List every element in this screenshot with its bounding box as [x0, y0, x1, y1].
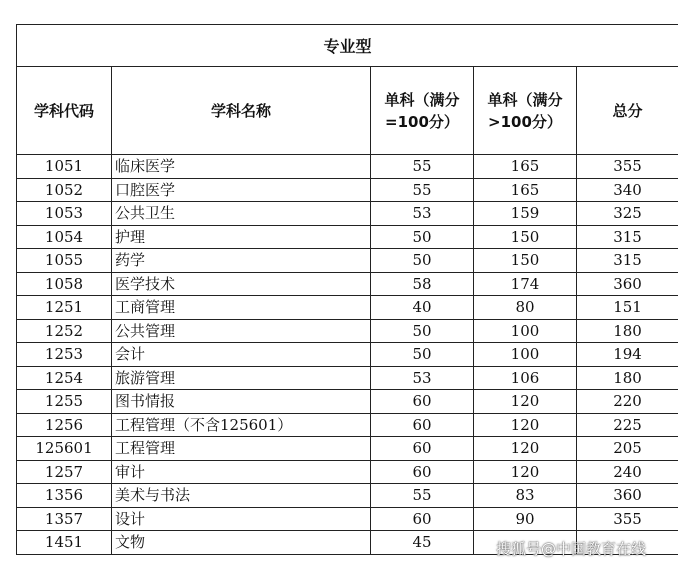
cell-single-100: 50: [371, 319, 474, 343]
cell-total: 355: [577, 155, 679, 179]
cell-single-over-100: 150: [474, 249, 577, 273]
cell-single-over-100: 120: [474, 437, 577, 461]
cell-single-100: 53: [371, 202, 474, 226]
cell-name: 公共管理: [112, 319, 371, 343]
header-single-over-100: 单科（满分>100分）: [474, 67, 577, 155]
cell-single-over-100: 150: [474, 225, 577, 249]
cell-code: 1254: [17, 366, 112, 390]
cell-total: 205: [577, 437, 679, 461]
table-row: [17, 272, 679, 296]
cell-total: 360: [577, 484, 679, 508]
cell-name: 医学技术: [112, 272, 371, 296]
cell-name: 美术与书法: [112, 484, 371, 508]
cell-total: 225: [577, 413, 679, 437]
cell-single-over-100: 120: [474, 460, 577, 484]
table-row: [17, 249, 679, 273]
cell-single-100: 60: [371, 507, 474, 531]
cell-single-100: 55: [371, 484, 474, 508]
score-table: [16, 24, 678, 555]
table-row: [17, 366, 679, 390]
cell-single-over-100: 100: [474, 343, 577, 367]
table-header-row: [17, 67, 679, 155]
cell-code: 1253: [17, 343, 112, 367]
cell-code: 1451: [17, 531, 112, 555]
header-single-100: 单科（满分=100分）: [371, 67, 474, 155]
table-row: [17, 343, 679, 367]
cell-total: 220: [577, 390, 679, 414]
table-row: [17, 484, 679, 508]
cell-single-over-100: 165: [474, 178, 577, 202]
header-code: 学科代码: [17, 67, 112, 155]
table-row: [17, 178, 679, 202]
cell-single-over-100: 80: [474, 296, 577, 320]
cell-code: 1055: [17, 249, 112, 273]
cell-single-100: 50: [371, 249, 474, 273]
cell-single-100: 60: [371, 460, 474, 484]
cell-name: 设计: [112, 507, 371, 531]
table-title: 专业型: [17, 25, 679, 67]
cell-total: 151: [577, 296, 679, 320]
cell-single-100: 40: [371, 296, 474, 320]
cell-single-100: 55: [371, 155, 474, 179]
cell-code: 1052: [17, 178, 112, 202]
table-row: [17, 437, 679, 461]
cell-total: 180: [577, 319, 679, 343]
table-row: [17, 507, 679, 531]
cell-single-over-100: 83: [474, 484, 577, 508]
cell-single-100: 60: [371, 437, 474, 461]
table-body: [17, 155, 679, 555]
cell-single-100: 50: [371, 225, 474, 249]
table-row: [17, 296, 679, 320]
cell-name: 临床医学: [112, 155, 371, 179]
cell-total: 340: [577, 178, 679, 202]
cell-single-100: 55: [371, 178, 474, 202]
cell-name: 工程管理（不含125601）: [112, 413, 371, 437]
cell-name: 文物: [112, 531, 371, 555]
cell-code: 1252: [17, 319, 112, 343]
cell-code: 1054: [17, 225, 112, 249]
cell-name: 口腔医学: [112, 178, 371, 202]
cell-single-over-100: 100: [474, 319, 577, 343]
table-title-row: [17, 25, 679, 67]
cell-single-over-100: 165: [474, 155, 577, 179]
cell-total: 315: [577, 225, 679, 249]
cell-name: 会计: [112, 343, 371, 367]
cell-code: 1053: [17, 202, 112, 226]
cell-single-over-100: 90: [474, 507, 577, 531]
cell-single-over-100: 159: [474, 202, 577, 226]
cell-single-over-100: 174: [474, 272, 577, 296]
cell-name: 药学: [112, 249, 371, 273]
cell-total: 240: [577, 460, 679, 484]
cell-total: 194: [577, 343, 679, 367]
table-row: [17, 225, 679, 249]
cell-code: 1051: [17, 155, 112, 179]
cell-total: 355: [577, 507, 679, 531]
cell-code: 1256: [17, 413, 112, 437]
cell-code: 1058: [17, 272, 112, 296]
table-row: [17, 155, 679, 179]
score-table-sheet: [16, 24, 678, 573]
cell-total: 180: [577, 366, 679, 390]
table-row: [17, 390, 679, 414]
cell-code: 1356: [17, 484, 112, 508]
cell-name: 审计: [112, 460, 371, 484]
table-row: [17, 202, 679, 226]
cell-code: 1255: [17, 390, 112, 414]
cell-single-100: 53: [371, 366, 474, 390]
cell-single-100: 45: [371, 531, 474, 555]
cell-name: 图书情报: [112, 390, 371, 414]
cell-name: 护理: [112, 225, 371, 249]
header-total: 总分: [577, 67, 679, 155]
cell-single-100: 50: [371, 343, 474, 367]
cell-single-100: 58: [371, 272, 474, 296]
watermark-text: 搜狐号@中国教育在线: [496, 540, 647, 558]
cell-single-over-100: 106: [474, 366, 577, 390]
cell-name: 工程管理: [112, 437, 371, 461]
cell-single-over-100: 120: [474, 390, 577, 414]
cell-single-100: 60: [371, 413, 474, 437]
table-row: [17, 413, 679, 437]
cell-code: 1357: [17, 507, 112, 531]
cell-total: 360: [577, 272, 679, 296]
cell-single-over-100: 120: [474, 413, 577, 437]
table-row: [17, 319, 679, 343]
cell-name: 旅游管理: [112, 366, 371, 390]
cell-code: 125601: [17, 437, 112, 461]
cell-name: 公共卫生: [112, 202, 371, 226]
cell-name: 工商管理: [112, 296, 371, 320]
cell-single-100: 60: [371, 390, 474, 414]
cell-code: 1251: [17, 296, 112, 320]
table-row: [17, 460, 679, 484]
cell-total: 315: [577, 249, 679, 273]
header-name: 学科名称: [112, 67, 371, 155]
cell-total: 325: [577, 202, 679, 226]
cell-code: 1257: [17, 460, 112, 484]
